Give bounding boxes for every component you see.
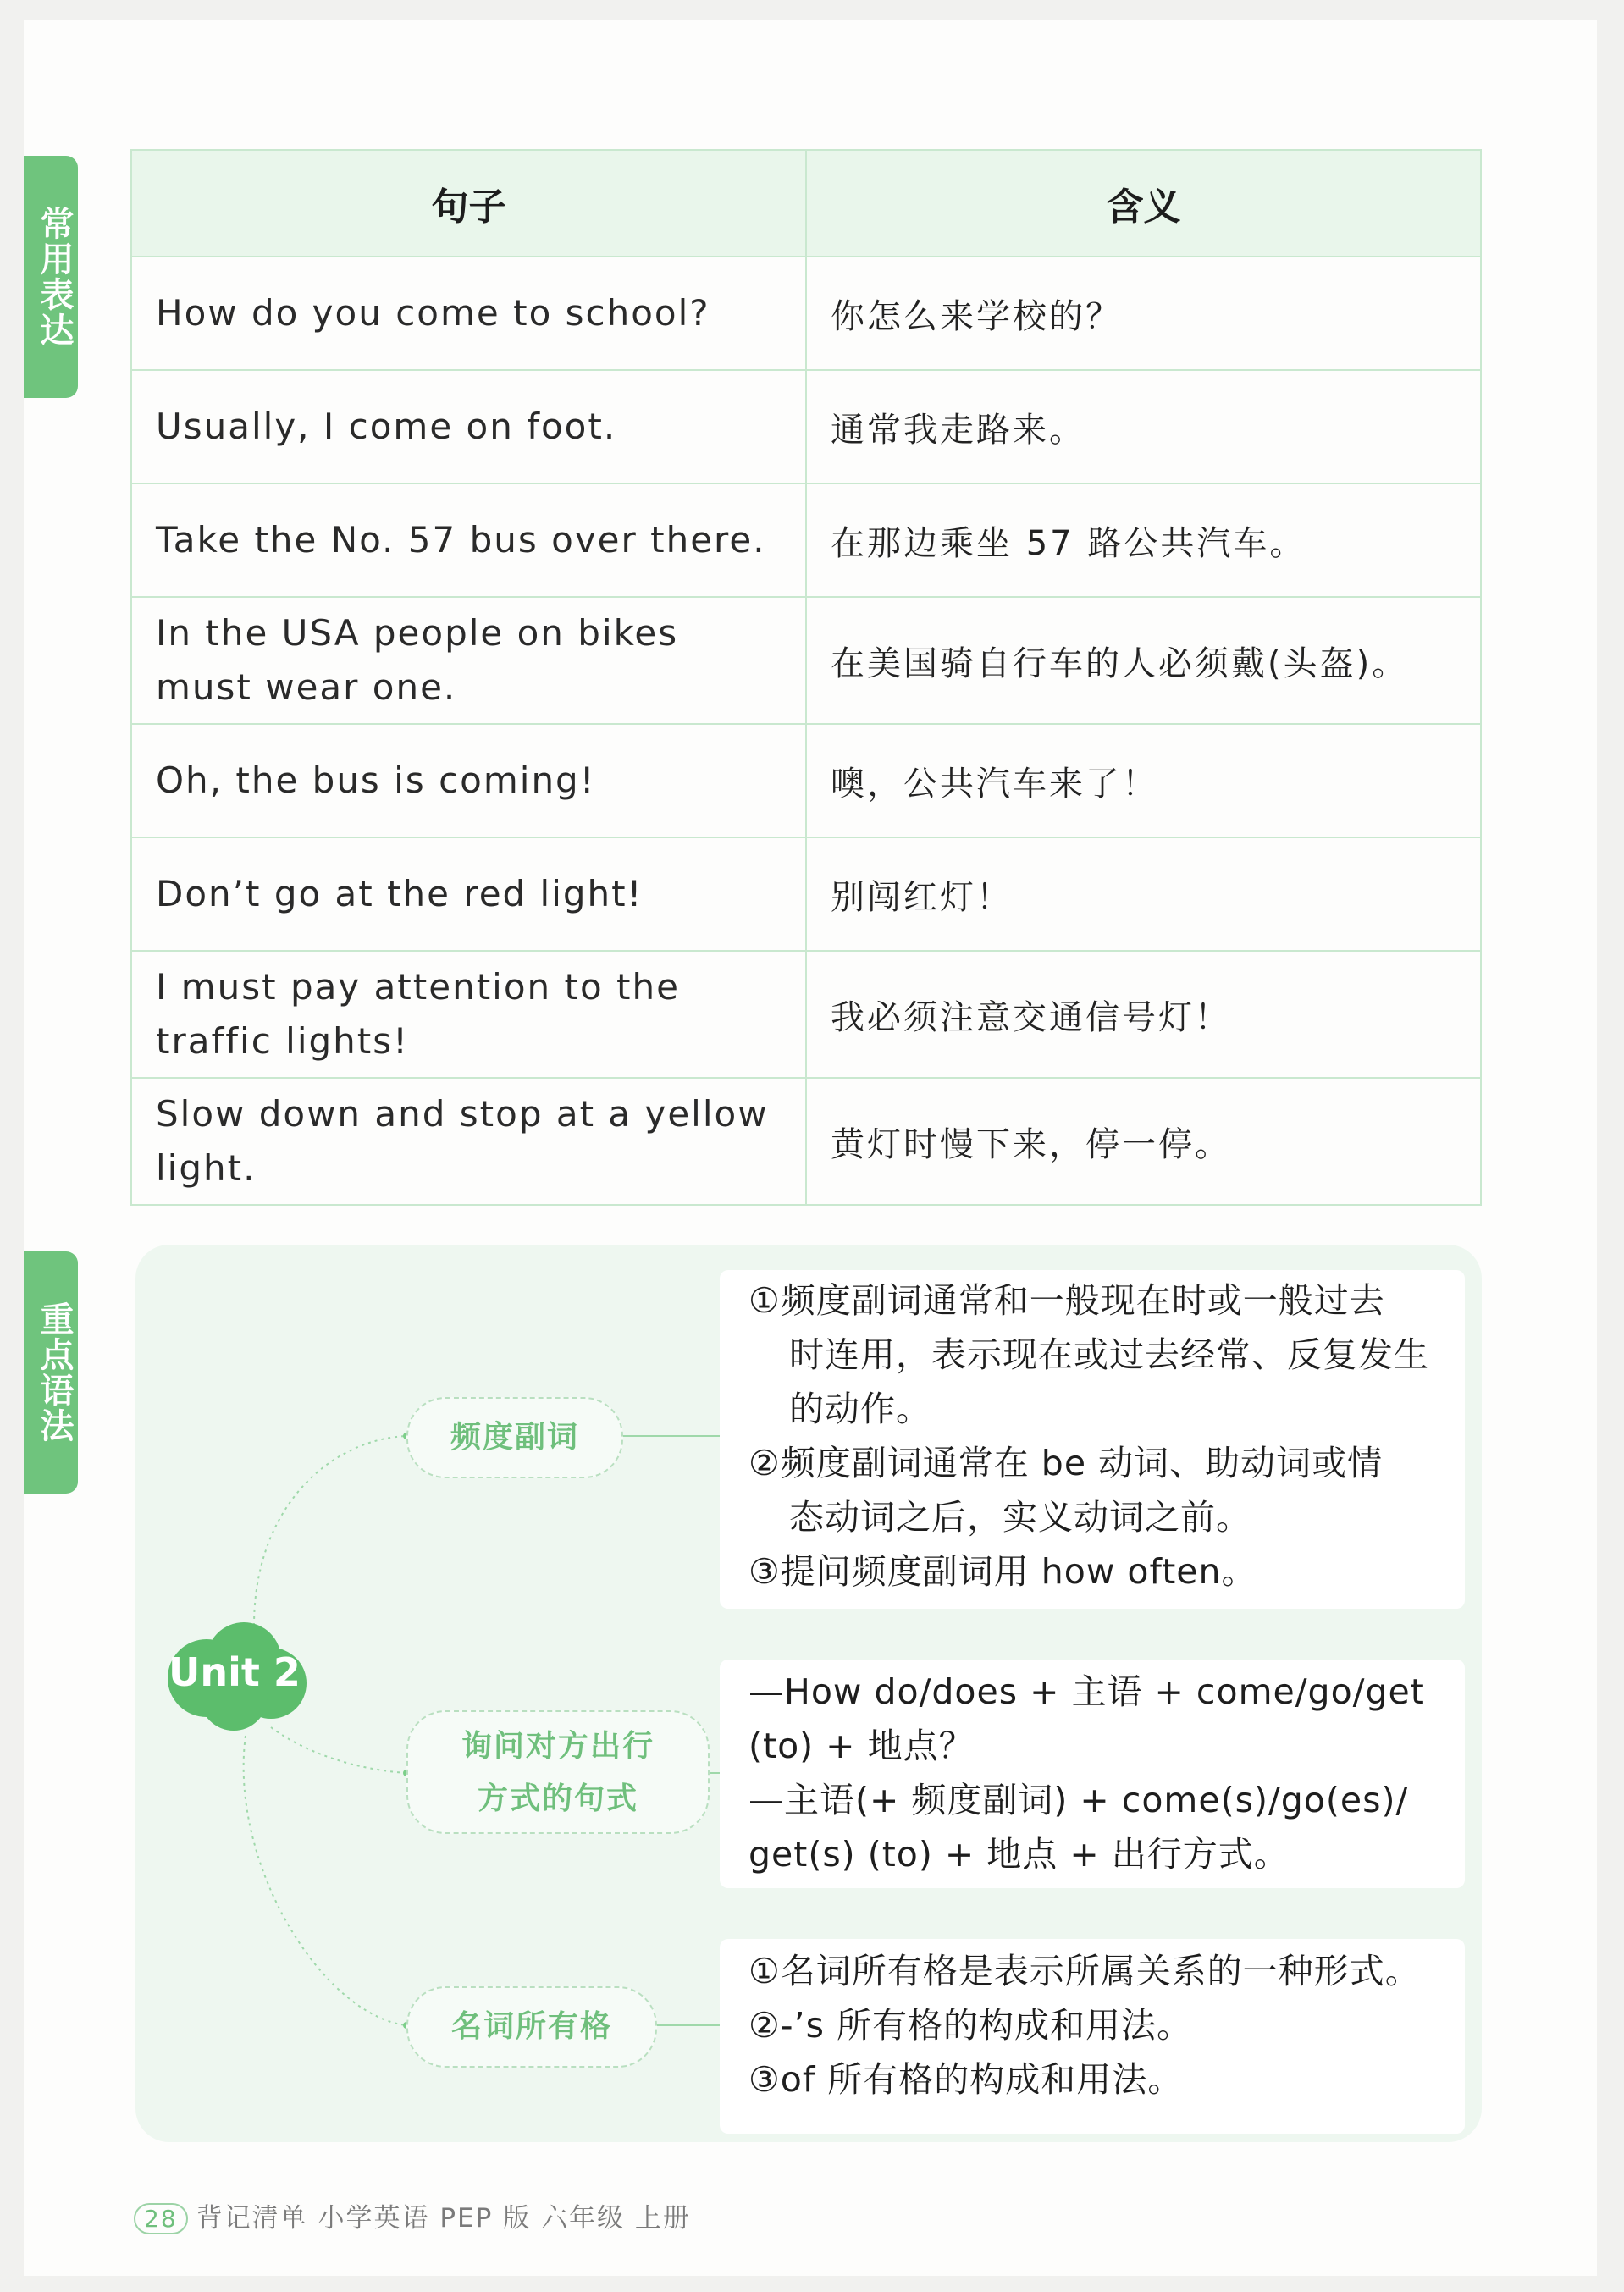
notes-frequency: ①频度副词通常和一般现在时或一般过去 时连用，表示现在或过去经常、反复发生 的动作。 ②频度副词通常在 be 动词、助动词或情 态动词之后，实义动词之前。 ③提问频度副词用 how often。 bbox=[748, 1280, 1429, 1592]
topic-frequency-adverbs: 频度副词 bbox=[406, 1397, 623, 1478]
topic-possessive: 名词所有格 bbox=[406, 1986, 657, 2068]
side-tab-expressions: 常用表达 bbox=[24, 156, 78, 398]
sentence-cell: How do you come to school? bbox=[131, 257, 806, 370]
meaning-cell: 你怎么来学校的？ bbox=[806, 257, 1481, 370]
meaning-cell: 噢，公共汽车来了！ bbox=[806, 724, 1481, 837]
meaning-cell: 我必须注意交通信号灯！ bbox=[806, 951, 1481, 1078]
connector-to-frequency bbox=[254, 1436, 406, 1626]
connector-to-travel bbox=[271, 1727, 406, 1773]
sentence-cell: Take the No. 57 bus over there. bbox=[131, 483, 806, 597]
notes-possessive: ①名词所有格是表示所属关系的一种形式。 ②-’s 所有格的构成和用法。 ③of 所有格的构成和用法。 bbox=[748, 1951, 1421, 2100]
meaning-cell: 别闯红灯！ bbox=[806, 837, 1481, 951]
meaning-cell: 在美国骑自行车的人必须戴(头盔)。 bbox=[806, 597, 1481, 724]
sentence-cell: I must pay attention to the traffic lights! bbox=[131, 951, 806, 1078]
book-title: 背记清单 小学英语 PEP 版 六年级 上册 bbox=[196, 2203, 691, 2234]
meaning-cell: 黄灯时慢下来，停一停。 bbox=[806, 1078, 1481, 1205]
side-tab-grammar: 重点语法 bbox=[24, 1251, 78, 1494]
notes-travel: —How do/does + 主语 + come/go/get (to) + 地点？ —主语(+ 频度副词) + come(s)/go(es)/ get(s) (to) + 地点 + 出行方式。 bbox=[748, 1671, 1425, 1875]
sentence-cell: Usually, I come on foot. bbox=[131, 370, 806, 483]
header-sentence: 句子 bbox=[131, 150, 806, 257]
meaning-cell: 在那边乘坐 57 路公共汽车。 bbox=[806, 483, 1481, 597]
sentence-cell: In the USA people on bikes must wear one. bbox=[131, 597, 806, 724]
topic-travel-question: 询问对方出行 方式的句式 bbox=[406, 1710, 710, 1834]
connector-to-possessive bbox=[244, 1736, 406, 2025]
sentence-cell: Oh, the bus is coming! bbox=[131, 724, 806, 837]
sentence-cell: Slow down and stop at a yellow light. bbox=[131, 1078, 806, 1205]
sentence-cell: Don’t go at the red light! bbox=[131, 837, 806, 951]
page-footer bbox=[134, 2196, 691, 2234]
unit-title: Unit 2 bbox=[168, 1649, 301, 1695]
meaning-cell: 通常我走路来。 bbox=[806, 370, 1481, 483]
page-number: 28 bbox=[134, 2203, 188, 2234]
header-meaning: 含义 bbox=[806, 150, 1481, 257]
